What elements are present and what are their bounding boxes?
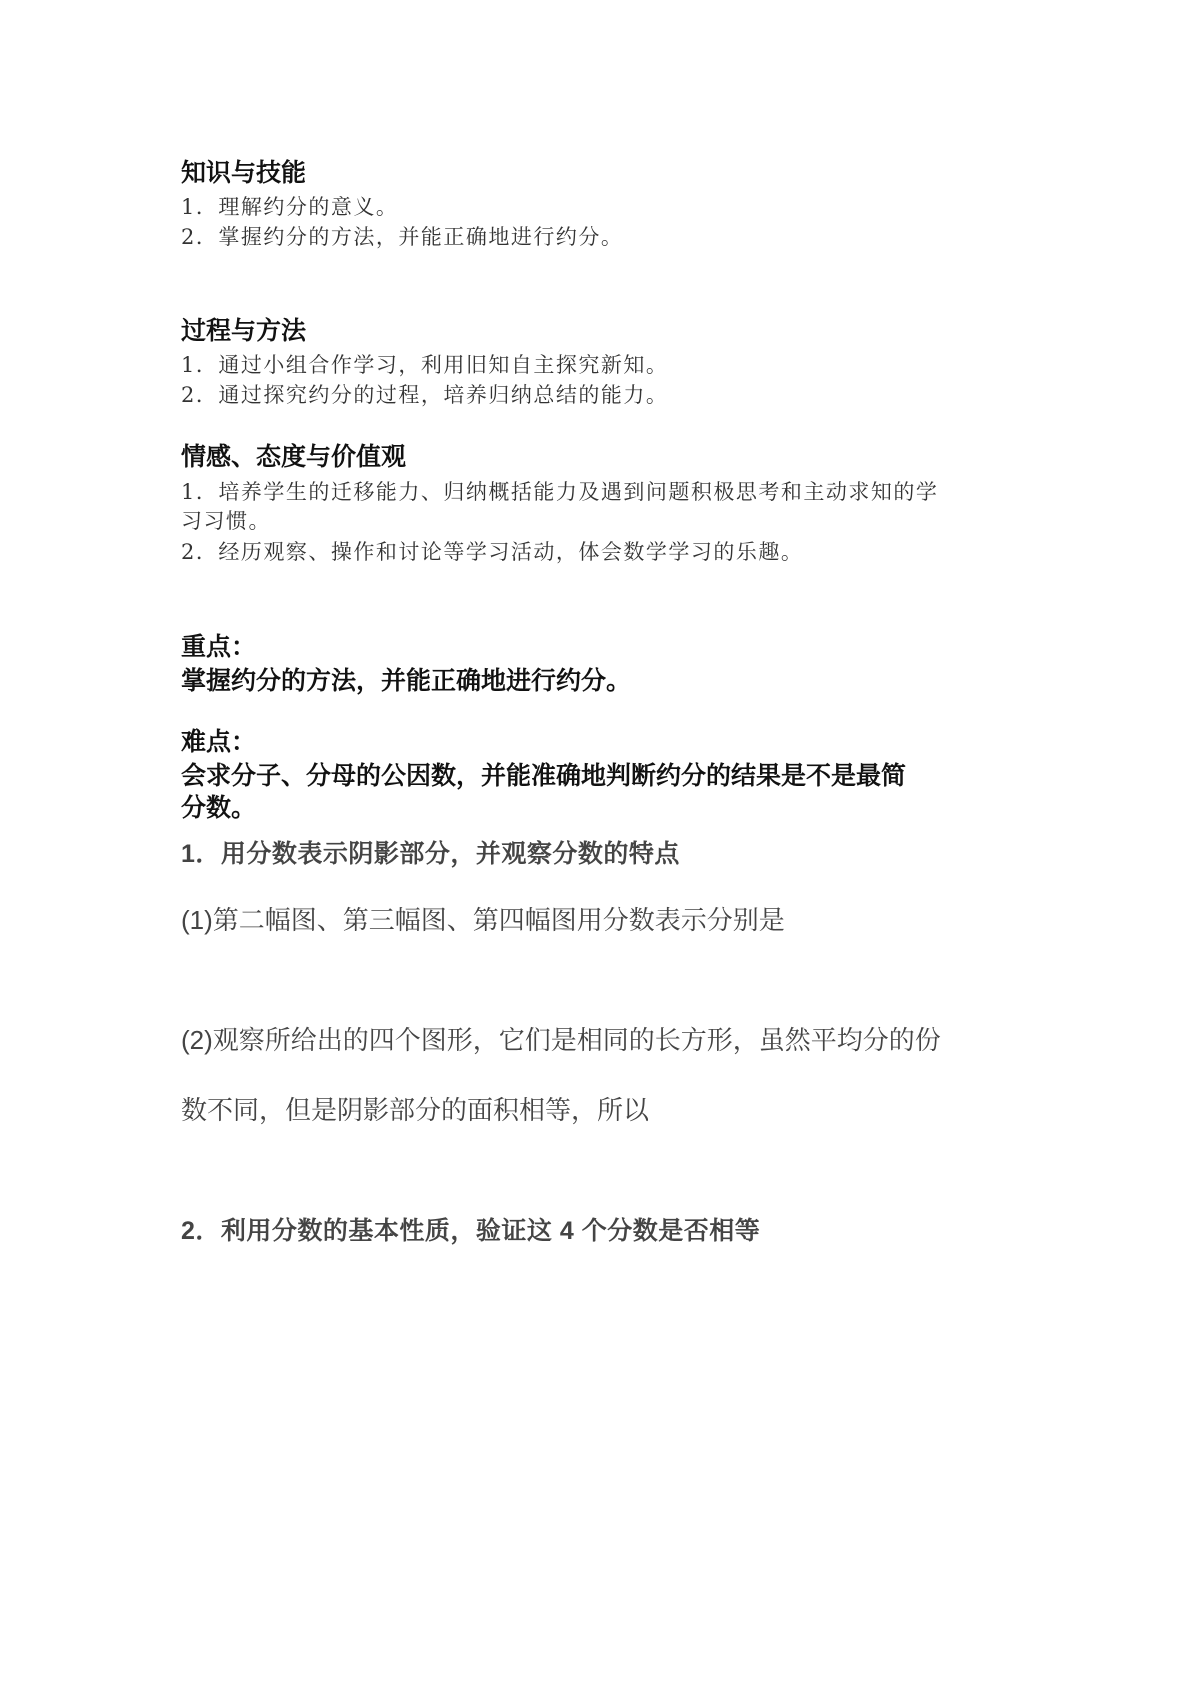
question-1-part-2-line-1: (2)观察所给出的四个图形，它们是相同的长方形，虽然平均分的份 bbox=[181, 1025, 941, 1055]
knowledge-heading: 知识与技能 bbox=[181, 158, 307, 187]
question-1-title: 1．用分数表示阴影部分，并观察分数的特点 bbox=[181, 840, 680, 868]
process-heading: 过程与方法 bbox=[181, 316, 307, 345]
emotion-item-1-line-1: 1．培养学生的迁移能力、归纳概括能力及遇到问题积极思考和主动求知的学 bbox=[181, 480, 939, 504]
emotion-item-1-line-2: 习习惯。 bbox=[181, 509, 271, 533]
question-1-part-2-line-2: 数不同，但是阴影部分的面积相等，所以 bbox=[181, 1095, 650, 1125]
difficulty-label: 难点： bbox=[181, 727, 257, 756]
emotion-item-2: 2．经历观察、操作和讨论等学习活动，体会数学学习的乐趣。 bbox=[181, 540, 804, 564]
difficulty-line-2: 分数。 bbox=[181, 793, 257, 822]
process-item-1: 1．通过小组合作学习，利用旧知自主探究新知。 bbox=[181, 353, 669, 377]
question-1-part-1: (1)第二幅图、第三幅图、第四幅图用分数表示分别是 bbox=[181, 905, 785, 935]
question-2-title: 2．利用分数的基本性质，验证这 4 个分数是否相等 bbox=[181, 1217, 761, 1245]
emotion-heading: 情感、态度与价值观 bbox=[181, 442, 407, 471]
knowledge-item-2: 2．掌握约分的方法，并能正确地进行约分。 bbox=[181, 225, 624, 249]
keypoint-label: 重点： bbox=[181, 632, 257, 661]
keypoint-text: 掌握约分的方法，并能正确地进行约分。 bbox=[181, 666, 632, 695]
knowledge-item-1: 1．理解约分的意义。 bbox=[181, 195, 399, 219]
difficulty-line-1: 会求分子、分母的公因数，并能准确地判断约分的结果是不是最简 bbox=[181, 761, 907, 790]
process-item-2: 2．通过探究约分的过程，培养归纳总结的能力。 bbox=[181, 383, 669, 407]
